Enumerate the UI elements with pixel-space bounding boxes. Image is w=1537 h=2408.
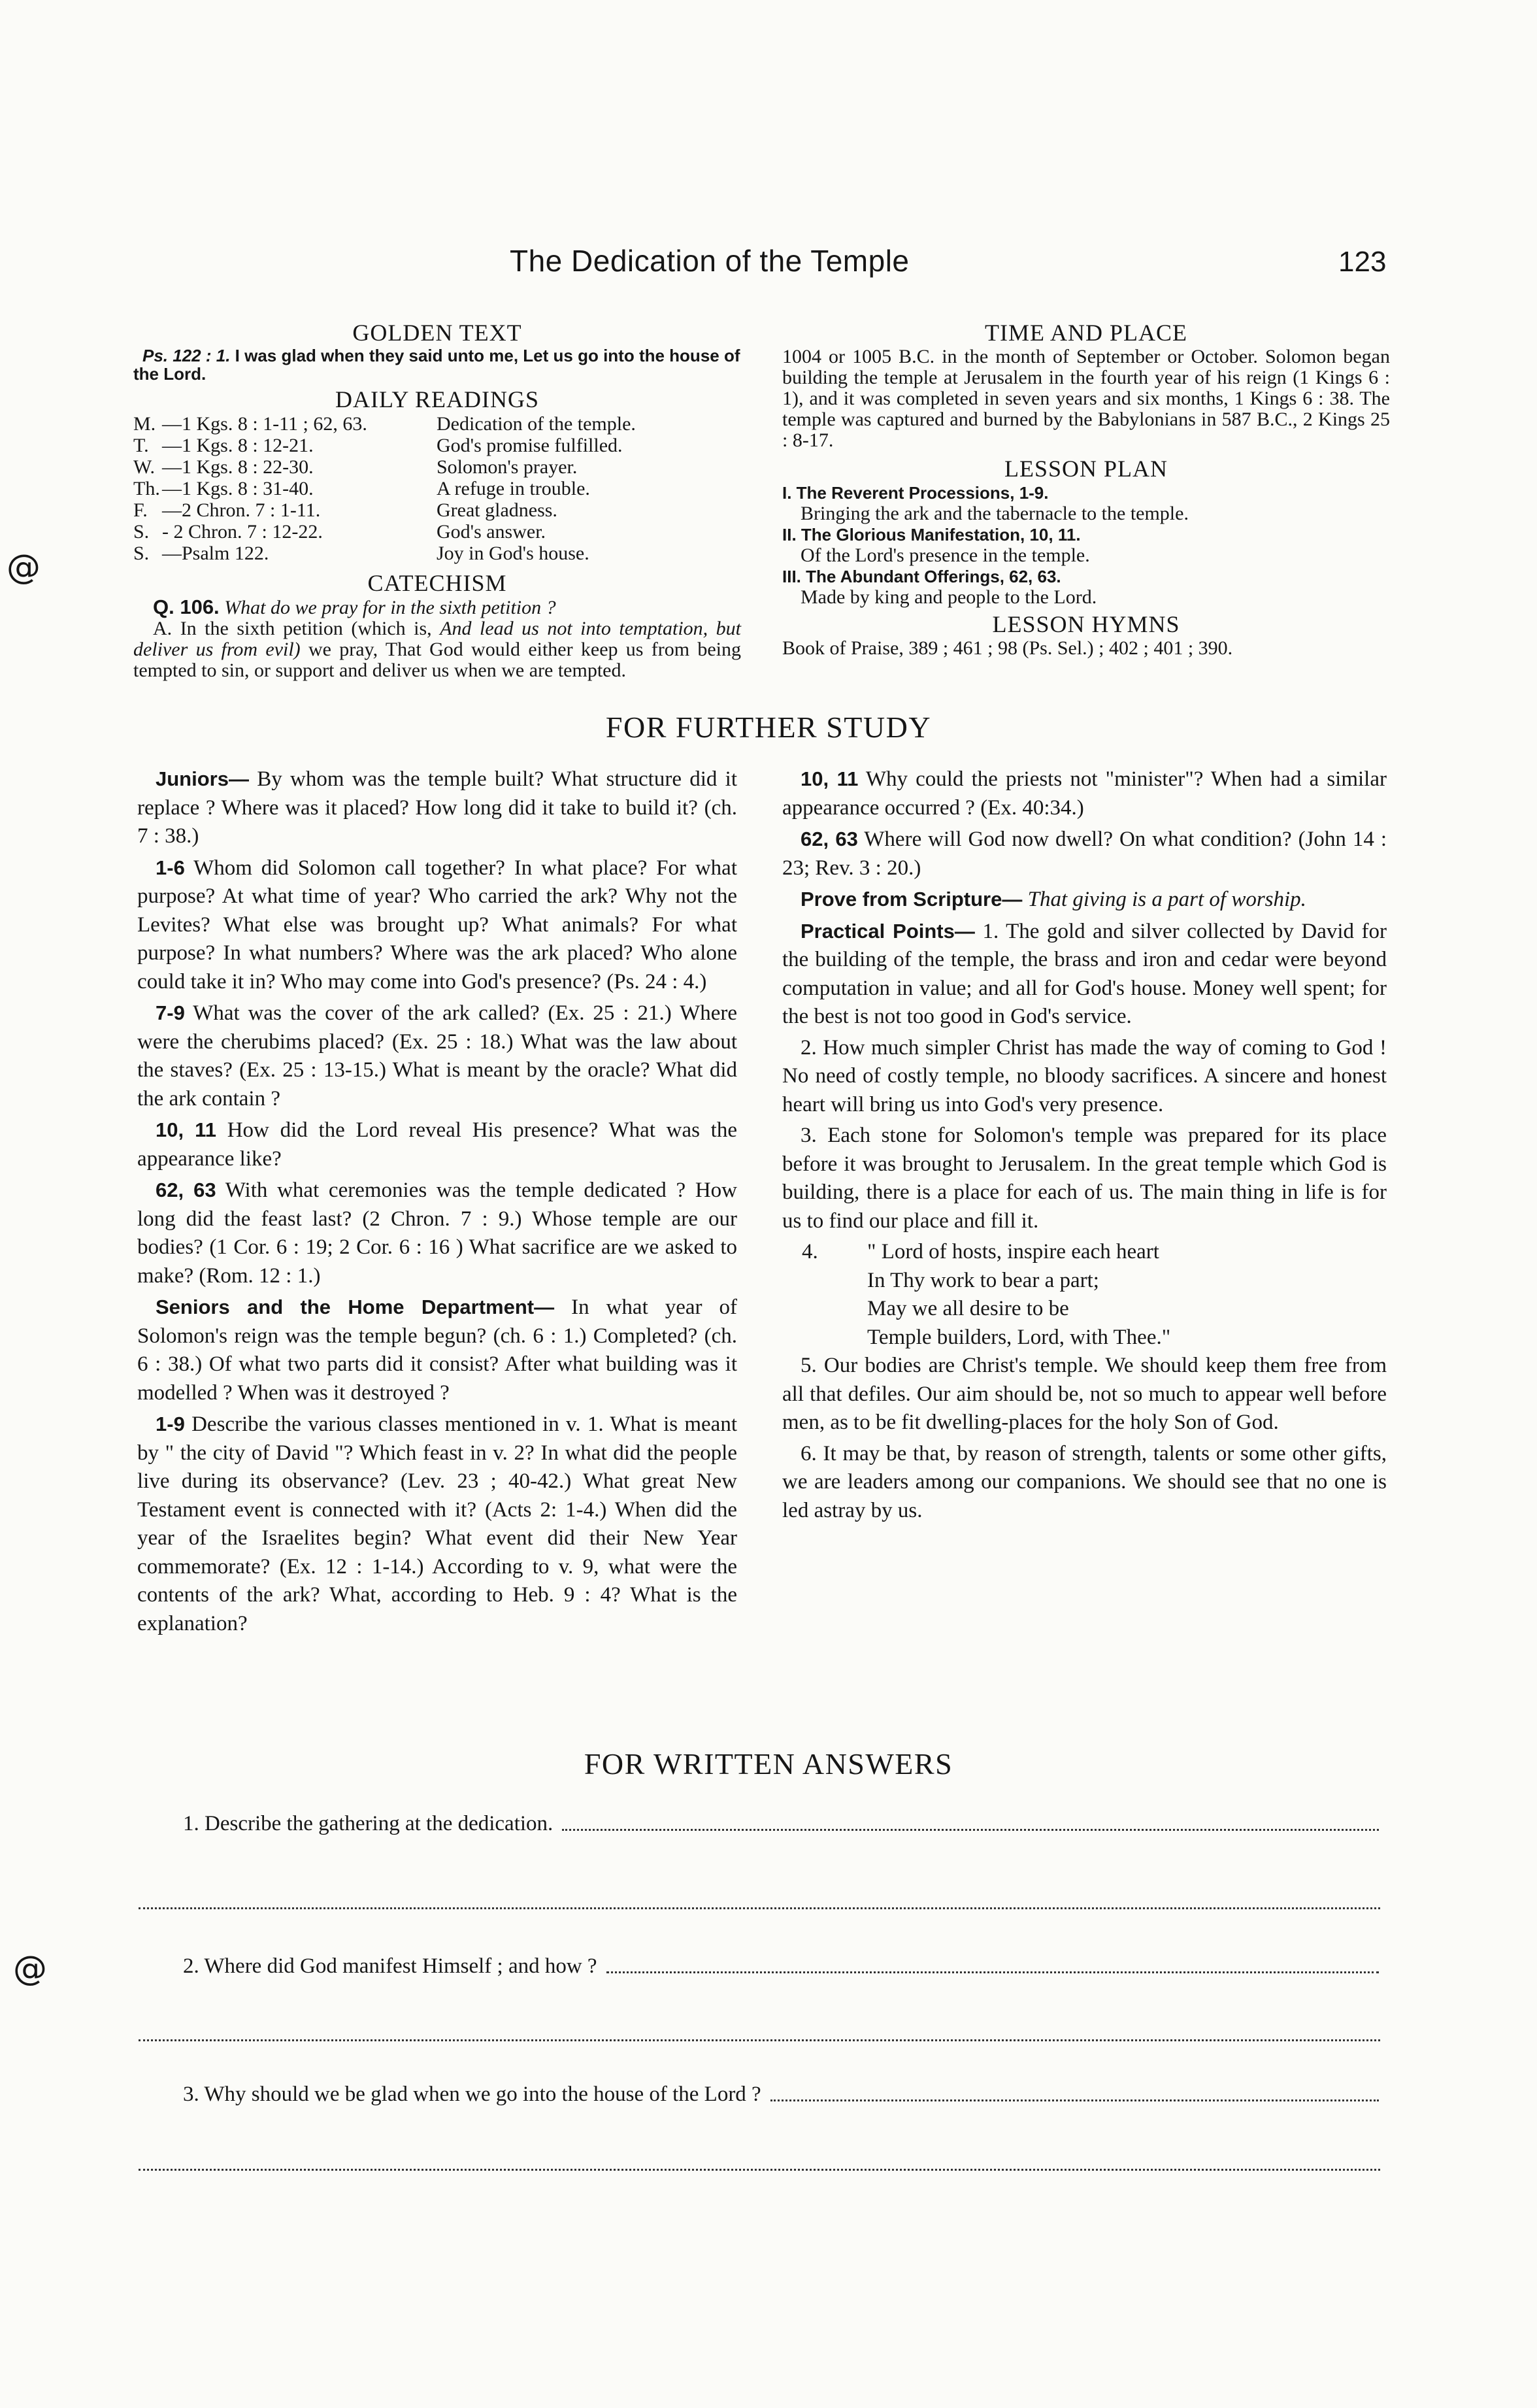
study-paragraph-label: 10, 11 <box>156 1118 216 1141</box>
catechism-question <box>133 597 741 618</box>
reading-ref: —1 Kgs. 8 : 22-30. <box>162 456 314 478</box>
reading-topic: God's answer. <box>437 521 546 543</box>
study-paragraph-text: Where will God now dwell? On what condition? (John 14 : 23; Rev. 3 : 20.) <box>782 828 1387 880</box>
catechism-a-label: A. <box>153 618 173 639</box>
further-study-heading: FOR FURTHER STUDY <box>605 711 932 744</box>
daily-readings-table <box>133 413 636 564</box>
golden-text-verse: I was glad when they said unto me, Let us go into the house of the Lord. <box>133 346 740 384</box>
study-paragraph <box>137 999 737 1113</box>
study-paragraph-text: What was the cover of the ark called? (Ex. 25 : 21.) Where were the cherubims placed? (Ex. 25 : 18.) What was the law about the staves? (Ex. 25 : 13-15.) What is meant by the oracle? What did the ark contain ? <box>137 1001 737 1111</box>
reading-row <box>133 413 636 435</box>
study-paragraph-label: Prove from Scripture— <box>801 888 1023 911</box>
reading-day: W. <box>133 456 156 478</box>
study-paragraph-label: 62, 63 <box>801 828 858 850</box>
study-paragraph-label: 10, 11 <box>801 767 859 790</box>
reading-row <box>133 456 636 478</box>
golden-text-heading: GOLDEN TEXT <box>352 320 522 346</box>
study-paragraph <box>137 1176 737 1290</box>
catechism-a-part2: we pray, That God would either keep us from being tempted to sin, or support and deliver us when we are tempted. <box>133 639 742 681</box>
catechism-q-label: Q. 106. <box>153 595 220 618</box>
written-answers-heading: FOR WRITTEN ANSWERS <box>584 1747 953 1781</box>
hymn-verse-line: Temple builders, Lord, with Thee." <box>867 1325 1171 1349</box>
reading-ref: - 2 Chron. 7 : 12-22. <box>162 521 323 543</box>
reading-topic: Great gladness. <box>437 499 557 521</box>
reading-day: Th. <box>133 478 160 499</box>
catechism-a-italic: And lead us not into temptation, but deliver us from evil) <box>133 618 742 660</box>
study-paragraph-text: That giving is a part of worship. <box>1027 888 1306 911</box>
hymn-verse-line: In Thy work to bear a part; <box>867 1268 1099 1292</box>
reading-topic: Solomon's prayer. <box>437 456 578 478</box>
lesson-hymns-text: Book of Praise, 389 ; 461 ; 98 (Ps. Sel.) ; 402 ; 401 ; 390. <box>782 637 1233 659</box>
answer-line[interactable] <box>139 2039 1380 2041</box>
hymn-verse-line: " Lord of hosts, inspire each heart <box>867 1240 1159 1263</box>
study-paragraph-label: Seniors and the Home Department— <box>156 1296 555 1318</box>
lesson-plan-item-desc: Bringing the ark and the tabernacle to the temple. <box>801 503 1189 524</box>
study-paragraph <box>137 854 737 997</box>
reading-day: M. <box>133 413 156 435</box>
study-paragraph-text: In what year of Solomon's reign was the temple begun? (ch. 6 : 1.) Completed? (ch. 6 : 38.) Of what two parts did it consist? After what building was it modelled ? When was it destroyed ? <box>137 1296 738 1405</box>
catechism-q-text: What do we pray for in the sixth petition ? <box>224 597 556 618</box>
study-paragraph-label: 7-9 <box>156 1001 185 1024</box>
reading-topic: Dedication of the temple. <box>437 413 636 435</box>
answer-line[interactable] <box>139 1907 1380 1909</box>
lesson-plan-item-title: I. The Reverent Processions, 1-9. <box>782 483 1049 503</box>
lesson-plan-item-title: III. The Abundant Offerings, 62, 63. <box>782 567 1061 586</box>
catechism-answer <box>133 618 741 681</box>
study-paragraph <box>137 1293 737 1407</box>
reading-row <box>133 478 636 499</box>
daily-readings-heading: DAILY READINGS <box>335 386 540 412</box>
question-2-text: 2. Where did God manifest Himself ; and how ? <box>183 1954 597 1978</box>
reading-topic: God's promise fulfilled. <box>437 435 623 456</box>
reading-row <box>133 499 636 521</box>
lesson-plan-item-desc: Made by king and people to the Lord. <box>801 586 1097 608</box>
catechism-a-part1: In the sixth petition (which is, <box>180 618 432 639</box>
reading-ref: —1 Kgs. 8 : 1-11 ; 62, 63. <box>162 413 367 435</box>
answer-line[interactable] <box>562 1829 1379 1831</box>
study-paragraph-text: 1. The gold and silver collected by David for the building of the temple, the brass and iron and cedar were beyond computation in value; and all for God's house. Money well spent; for the best is not too good in God's service. <box>782 919 1387 1028</box>
time-place-text: 1004 or 1005 B.C. in the month of September or October. Solomon began building the temple at Jerusalem in the fourth year of his reign (1 Kings 6 : 1), and it was completed in seven years and six months, 1 Kings 6 : 38. The temple was captured and burned by the Babylonians in 587 B.C., 2 Kings 25 : 8-17. <box>782 346 1390 451</box>
study-paragraph: 5. Our bodies are Christ's temple. We should keep them free from all that defiles. Our aim should be, not so much to appear well before men, as to be fit dwelling-places for the holy Son of God. <box>782 1354 1387 1434</box>
lesson-plan-list <box>782 482 1390 608</box>
study-paragraph-text: By whom was the temple built? What structure did it replace ? Where was it placed? How long did it take to build it? (ch. 7 : 38.) <box>137 767 738 848</box>
further-study-left-column <box>137 765 737 1641</box>
reading-day: F. <box>133 499 148 521</box>
reading-ref: —1 Kgs. 8 : 31-40. <box>162 478 314 499</box>
golden-text-ref: Ps. 122 : 1. <box>142 346 231 365</box>
written-question-2 <box>183 1954 1379 1979</box>
study-paragraph <box>782 765 1387 822</box>
question-1-text: 1. Describe the gathering at the dedication. <box>183 1812 554 1835</box>
binding-hole-mark: @ <box>13 1949 47 1988</box>
lesson-plan-heading: LESSON PLAN <box>1004 456 1168 482</box>
reading-row <box>133 435 636 456</box>
study-paragraph-text: Why could the priests not "minister"? When had a similar appearance occurred ? (Ex. 40:34.) <box>782 767 1387 820</box>
golden-text-section <box>133 319 741 681</box>
golden-text <box>133 346 741 383</box>
written-question-3 <box>183 2082 1379 2107</box>
reading-topic: A refuge in trouble. <box>437 478 590 499</box>
study-paragraph-text: With what ceremonies was the temple dedicated ? How long did the feast last? (2 Chron. 7 : 9.) Whose temple are our bodies? (1 Cor. 6 : 19; 2 Cor. 6 : 16 ) What sacrifice are we asked to make? (Rom. 12 : 1.) <box>137 1179 737 1288</box>
reading-ref: —1 Kgs. 8 : 12-21. <box>162 435 314 456</box>
study-paragraph: 6. It may be that, by reason of strength, talents or some other gifts, we are leaders among our companions. We should see that no one is led astray by us. <box>782 1441 1387 1522</box>
study-paragraph <box>782 917 1387 1031</box>
lesson-plan-item-desc: Of the Lord's presence in the temple. <box>801 544 1090 566</box>
further-study-right-column <box>782 765 1387 1528</box>
reading-day: S. <box>133 521 150 543</box>
study-paragraph <box>782 885 1387 914</box>
study-paragraph-text: Whom did Solomon call together? In what place? For what purpose? At what time of year? Who carried the ark? Why not the Levites? What else was brought up? What animals? For what purpose? In what numbers? Where was the ark placed? Who alone could take it in? Who may come into God's presence? (Ps. 24 : 4.) <box>137 856 737 994</box>
hymn-verse-number: 4. <box>802 1240 818 1263</box>
reading-day: S. <box>133 543 150 564</box>
written-question-1 <box>183 1812 1379 1836</box>
catechism-heading: CATECHISM <box>367 570 507 596</box>
binding-hole-mark: @ <box>7 548 41 587</box>
study-paragraph-label: Juniors— <box>156 767 249 790</box>
reading-ref: —Psalm 122. <box>162 543 269 564</box>
page-title: The Dedication of the Temple <box>510 244 910 278</box>
study-paragraph <box>137 765 737 851</box>
hymn-verse-line: May we all desire to be <box>867 1297 1069 1320</box>
question-3-text: 3. Why should we be glad when we go into the house of the Lord ? <box>183 2082 761 2106</box>
study-paragraph-text: How did the Lord reveal His presence? What was the appearance like? <box>137 1118 737 1171</box>
study-paragraph-label: 1-9 <box>156 1413 185 1435</box>
answer-line[interactable] <box>606 1971 1379 1973</box>
hymn-verse <box>782 1238 1387 1352</box>
study-paragraph-label: Practical Points— <box>801 919 975 943</box>
page-number: 123 <box>1338 246 1387 278</box>
lesson-plan-item-title: II. The Glorious Manifestation, 10, 11. <box>782 525 1081 544</box>
reading-day: T. <box>133 435 149 456</box>
reading-ref: —2 Chron. 7 : 1-11. <box>162 499 321 521</box>
study-paragraph <box>137 1410 737 1638</box>
reading-row <box>133 521 636 543</box>
answer-line[interactable] <box>139 2169 1380 2171</box>
study-paragraph <box>782 825 1387 882</box>
lesson-hymns-heading: LESSON HYMNS <box>992 611 1180 637</box>
study-paragraph <box>782 1034 1387 1120</box>
lesson-info-section <box>782 319 1390 659</box>
study-paragraph-text: Describe the various classes mentioned in v. 1. What is meant by " the city of David "? Which feast in v. 2? In what did the people live during its observance? (Lev. 23 ; 40-42.) What great New Testament event is connected with it? (Acts 2: 1-4.) When did the year of the Israelites begin? What event did their New Year commemorate? (Ex. 12 : 1-14.) According to v. 9, what were the contents of the ark? What, according to Heb. 9 : 4? What is the explanation? <box>137 1413 737 1635</box>
study-paragraph <box>137 1116 737 1173</box>
study-paragraph-label: 1-6 <box>156 856 185 879</box>
reading-topic: Joy in God's house. <box>437 543 589 564</box>
study-paragraph-text: 3. Each stone for Solomon's temple was prepared for its place before it was brought to Jerusalem. In the great temple which God is building, there is a place for each of us. The main thing in life is for us to find our place and fill it. <box>782 1124 1387 1233</box>
study-paragraph-label: 62, 63 <box>156 1179 216 1201</box>
answer-line[interactable] <box>770 2099 1379 2101</box>
reading-row <box>133 543 636 564</box>
study-paragraph <box>782 1122 1387 1235</box>
study-paragraph-text: 2. How much simpler Christ has made the way of coming to God ! No need of costly temple, no bloody sacrifices. A sincere and honest heart will bring us into God's very presence. <box>782 1035 1387 1116</box>
time-place-heading: TIME AND PLACE <box>985 320 1187 346</box>
